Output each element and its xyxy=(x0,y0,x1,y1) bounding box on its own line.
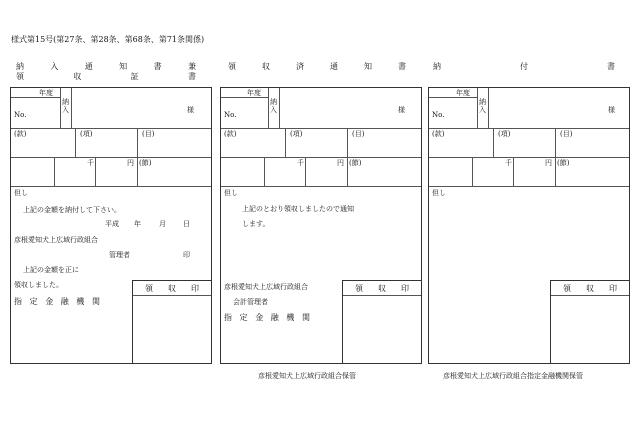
form3-stamp-box xyxy=(550,280,630,364)
date-year: 年 xyxy=(134,220,141,228)
sen-label: 千 xyxy=(87,159,94,167)
kan-label: (款) xyxy=(14,130,27,138)
received-line1: 上記の金額を正に xyxy=(23,266,79,274)
tadashi-label: 但し xyxy=(432,189,446,197)
stamp-label: 領 収 印 xyxy=(355,284,409,293)
form3-panel xyxy=(428,87,630,364)
en-label: 円 xyxy=(545,159,552,167)
form2-title: 領 収 済 通 知 書 xyxy=(228,62,406,71)
nendo-label: 年度 xyxy=(39,89,53,97)
form1-bank-label: 指 定 金 融 機 関 xyxy=(14,297,100,306)
kou-label: (項) xyxy=(290,130,303,138)
sen-label: 千 xyxy=(505,159,512,167)
sama-label: 様 xyxy=(398,106,405,114)
received-line2: 領収しました。 xyxy=(14,281,63,289)
nendo-label: 年度 xyxy=(247,89,261,97)
form1-title-line1: 納 入 通 知 書 兼 xyxy=(16,62,196,71)
form2-footer: 彦根愛知犬上広域行政組合保管 xyxy=(258,372,356,380)
date-era: 平成 xyxy=(105,220,119,228)
form1-title-line2: 領 収 証 書 xyxy=(16,72,196,81)
nyu-label: 納入 xyxy=(62,98,69,114)
date-month: 月 xyxy=(159,220,166,228)
tadashi-label: 但し xyxy=(224,189,238,197)
form1-org: 彦根愛知犬上広域行政組合 xyxy=(14,236,98,244)
tadashi-label: 但し xyxy=(14,189,28,197)
manager-label: 管理者 xyxy=(109,251,130,259)
form1-stamp-box xyxy=(132,280,212,364)
form2-panel xyxy=(220,87,422,364)
en-label: 円 xyxy=(337,159,344,167)
accounting-manager-label: 会計管理者 xyxy=(233,298,268,306)
en-label: 円 xyxy=(127,159,134,167)
stamp-label: 領 収 印 xyxy=(145,284,199,293)
moku-label: (目) xyxy=(560,130,573,138)
form1-panel xyxy=(10,87,212,364)
kan-label: (款) xyxy=(432,130,445,138)
nyu-label: 納入 xyxy=(479,98,486,114)
form1-message: 上記の金額を納付して下さい。 xyxy=(23,206,121,214)
kou-label: (項) xyxy=(80,130,93,138)
setsu-label: (節) xyxy=(557,159,570,167)
kou-label: (項) xyxy=(498,130,511,138)
sama-label: 様 xyxy=(608,106,615,114)
seal-mark: 印 xyxy=(183,251,190,259)
form3-footer: 彦根愛知犬上広域行政組合指定金融機関保管 xyxy=(443,372,583,380)
moku-label: (目) xyxy=(352,130,365,138)
setsu-label: (節) xyxy=(139,159,152,167)
nyu-label: 納入 xyxy=(270,98,277,114)
form3-title: 納 付 書 xyxy=(433,62,615,71)
setsu-label: (節) xyxy=(349,159,362,167)
date-day: 日 xyxy=(183,220,190,228)
sama-label: 様 xyxy=(187,106,194,114)
kan-label: (款) xyxy=(224,130,237,138)
no-label: No. xyxy=(432,111,445,119)
no-label: No. xyxy=(14,111,27,119)
form2-stamp-box xyxy=(342,280,422,364)
no-label: No. xyxy=(224,111,237,119)
form-id: 様式第15号(第27条、第28条、第68条、第71条関係) xyxy=(11,35,205,44)
form2-org: 彦根愛知犬上広域行政組合 xyxy=(224,283,308,291)
form2-message-line1: 上記のとおり領収しましたので通知 xyxy=(242,205,354,213)
form2-message-line2: します。 xyxy=(242,220,270,228)
stamp-label: 領 収 印 xyxy=(563,284,617,293)
nendo-label: 年度 xyxy=(456,89,470,97)
sen-label: 千 xyxy=(297,159,304,167)
form2-bank-label: 指 定 金 融 機 関 xyxy=(224,313,310,322)
moku-label: (目) xyxy=(142,130,155,138)
